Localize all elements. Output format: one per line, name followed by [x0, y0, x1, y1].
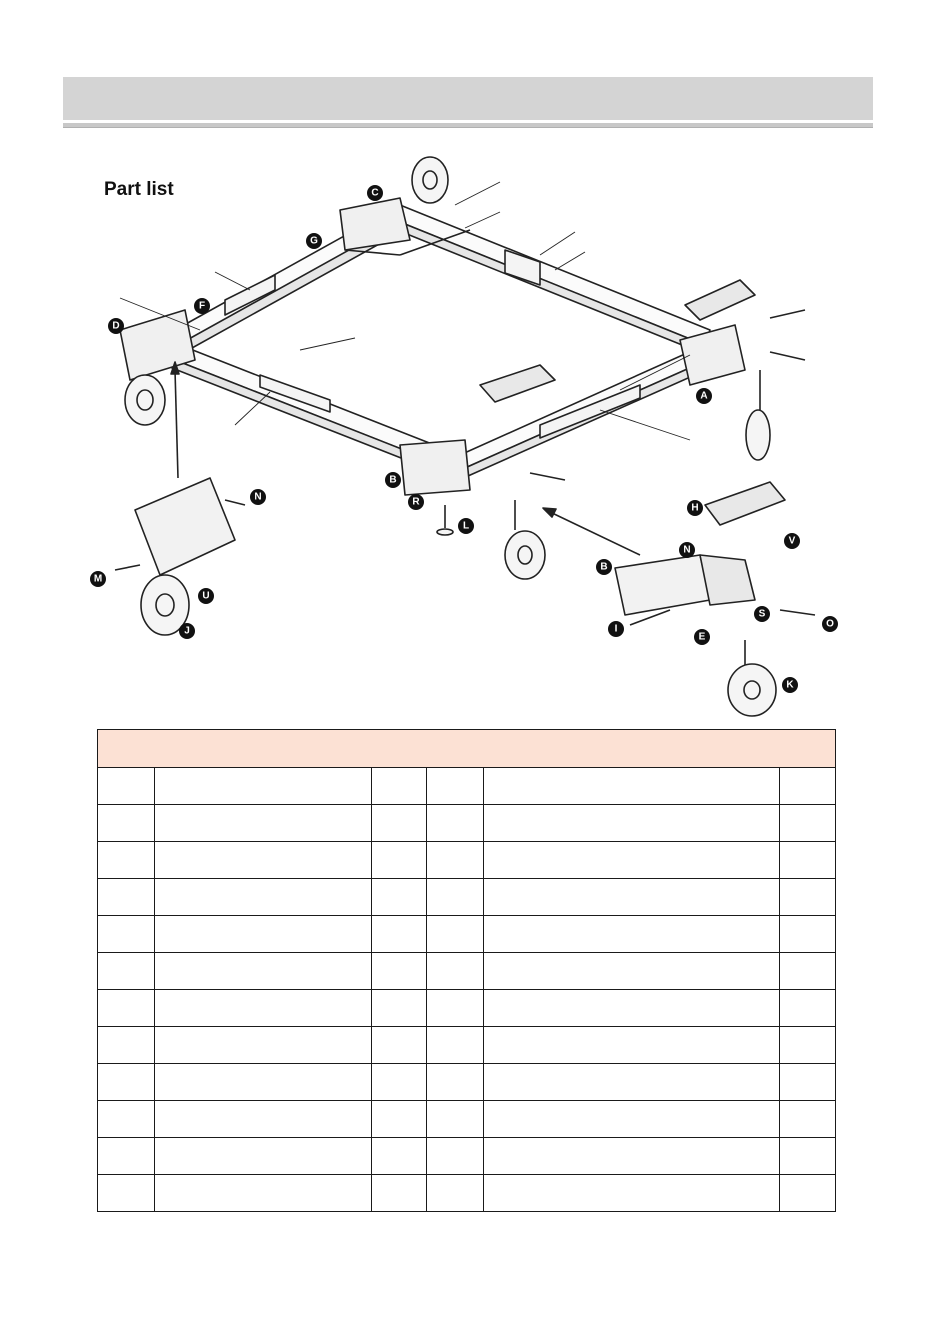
table-cell [372, 1064, 427, 1101]
callout-g: G [310, 235, 318, 247]
caster-right [746, 370, 770, 460]
table-cell [372, 1101, 427, 1138]
table-cell [155, 1138, 372, 1175]
table-cell [427, 879, 484, 916]
header-bar [63, 77, 873, 120]
callout-u: U [202, 590, 210, 602]
table-cell [98, 805, 155, 842]
callout-v: V [788, 535, 796, 547]
table-cell [372, 1175, 427, 1212]
callout-i: I [614, 623, 618, 635]
section-title: Part list [104, 179, 174, 200]
table-row [98, 879, 836, 916]
callout-f: F [198, 300, 206, 312]
table-cell [780, 1101, 836, 1138]
callout-b-detail: B [600, 561, 608, 573]
table-cell [155, 953, 372, 990]
callout-n-detail: N [683, 544, 691, 556]
table-cell [427, 1027, 484, 1064]
callout-h: H [691, 502, 699, 514]
table-cell [427, 1175, 484, 1212]
table-cell [484, 842, 780, 879]
table-row [98, 1027, 836, 1064]
callout-badges [90, 185, 838, 693]
callout-l: L [462, 520, 470, 532]
table-cell [427, 1101, 484, 1138]
table-cell [155, 879, 372, 916]
table-cell [98, 1138, 155, 1175]
table-cell [780, 1175, 836, 1212]
table-cell [484, 1101, 780, 1138]
table-row [98, 953, 836, 990]
table-row [98, 1101, 836, 1138]
table-cell [780, 879, 836, 916]
parts-table [97, 729, 836, 1212]
callout-n: N [254, 491, 262, 503]
table-cell [780, 916, 836, 953]
table-cell [780, 842, 836, 879]
callout-m: M [93, 573, 103, 585]
table-cell [372, 953, 427, 990]
table-cell [780, 990, 836, 1027]
table-cell [427, 1138, 484, 1175]
callout-k: K [786, 679, 794, 691]
table-cell [427, 805, 484, 842]
callout-r: R [412, 496, 420, 508]
callout-d: D [112, 320, 120, 332]
table-cell [484, 879, 780, 916]
callout-s: S [758, 608, 766, 620]
table-cell [155, 805, 372, 842]
table-cell [427, 768, 484, 805]
table-cell [484, 805, 780, 842]
exploded-right-caster [615, 555, 815, 716]
table-cell [155, 1101, 372, 1138]
table-cell [427, 953, 484, 990]
table-row [98, 990, 836, 1027]
table-cell [155, 768, 372, 805]
table-cell [372, 990, 427, 1027]
table-row [98, 1175, 836, 1212]
table-cell [484, 1027, 780, 1064]
exploded-left-bracket [115, 478, 245, 635]
table-cell [372, 842, 427, 879]
table-cell [780, 1064, 836, 1101]
table-cell [427, 916, 484, 953]
wheel-left [125, 375, 165, 425]
table-cell [427, 842, 484, 879]
table-cell [780, 805, 836, 842]
table-cell [155, 916, 372, 953]
table-cell [484, 1064, 780, 1101]
table-row [98, 916, 836, 953]
table-row [98, 805, 836, 842]
table-cell [98, 1175, 155, 1212]
table-cell [484, 1138, 780, 1175]
table-cell [372, 916, 427, 953]
table-cell [98, 1101, 155, 1138]
callout-o: O [826, 618, 834, 630]
callout-j: J [184, 625, 190, 637]
table-cell [372, 1027, 427, 1064]
table-cell [372, 805, 427, 842]
table-cell [98, 842, 155, 879]
table-cell [155, 1064, 372, 1101]
table-cell [98, 990, 155, 1027]
table-cell [372, 768, 427, 805]
callout-c: C [371, 187, 379, 199]
table-cell [155, 990, 372, 1027]
table-cell [427, 990, 484, 1027]
table-row [98, 1064, 836, 1101]
table-cell [427, 1064, 484, 1101]
table-cell [155, 842, 372, 879]
table-cell [372, 1138, 427, 1175]
table-cell [155, 1027, 372, 1064]
table-header [98, 730, 836, 768]
table-cell [780, 953, 836, 990]
table-cell [155, 1175, 372, 1212]
table-cell [98, 1027, 155, 1064]
table-cell [780, 1138, 836, 1175]
table-cell [780, 1027, 836, 1064]
table-cell [484, 990, 780, 1027]
table-cell [98, 953, 155, 990]
callout-b: B [389, 474, 397, 486]
rail-back-right [392, 205, 710, 353]
table-row [98, 842, 836, 879]
table-header-row [98, 730, 836, 768]
assembly-diagram [90, 150, 850, 720]
table-cell [98, 1064, 155, 1101]
table-cell [484, 953, 780, 990]
table-cell [780, 768, 836, 805]
table-cell [372, 879, 427, 916]
parts-table-body [98, 768, 836, 1212]
table-cell [484, 916, 780, 953]
callout-a: A [700, 390, 708, 402]
table-cell [484, 768, 780, 805]
wheel-back [412, 157, 448, 203]
table-cell [98, 916, 155, 953]
caster-front [505, 500, 545, 579]
header-rule [63, 123, 873, 128]
table-cell [484, 1175, 780, 1212]
table-cell [98, 879, 155, 916]
table-row [98, 1138, 836, 1175]
table-cell [98, 768, 155, 805]
table-row [98, 768, 836, 805]
callout-e: E [698, 631, 706, 643]
